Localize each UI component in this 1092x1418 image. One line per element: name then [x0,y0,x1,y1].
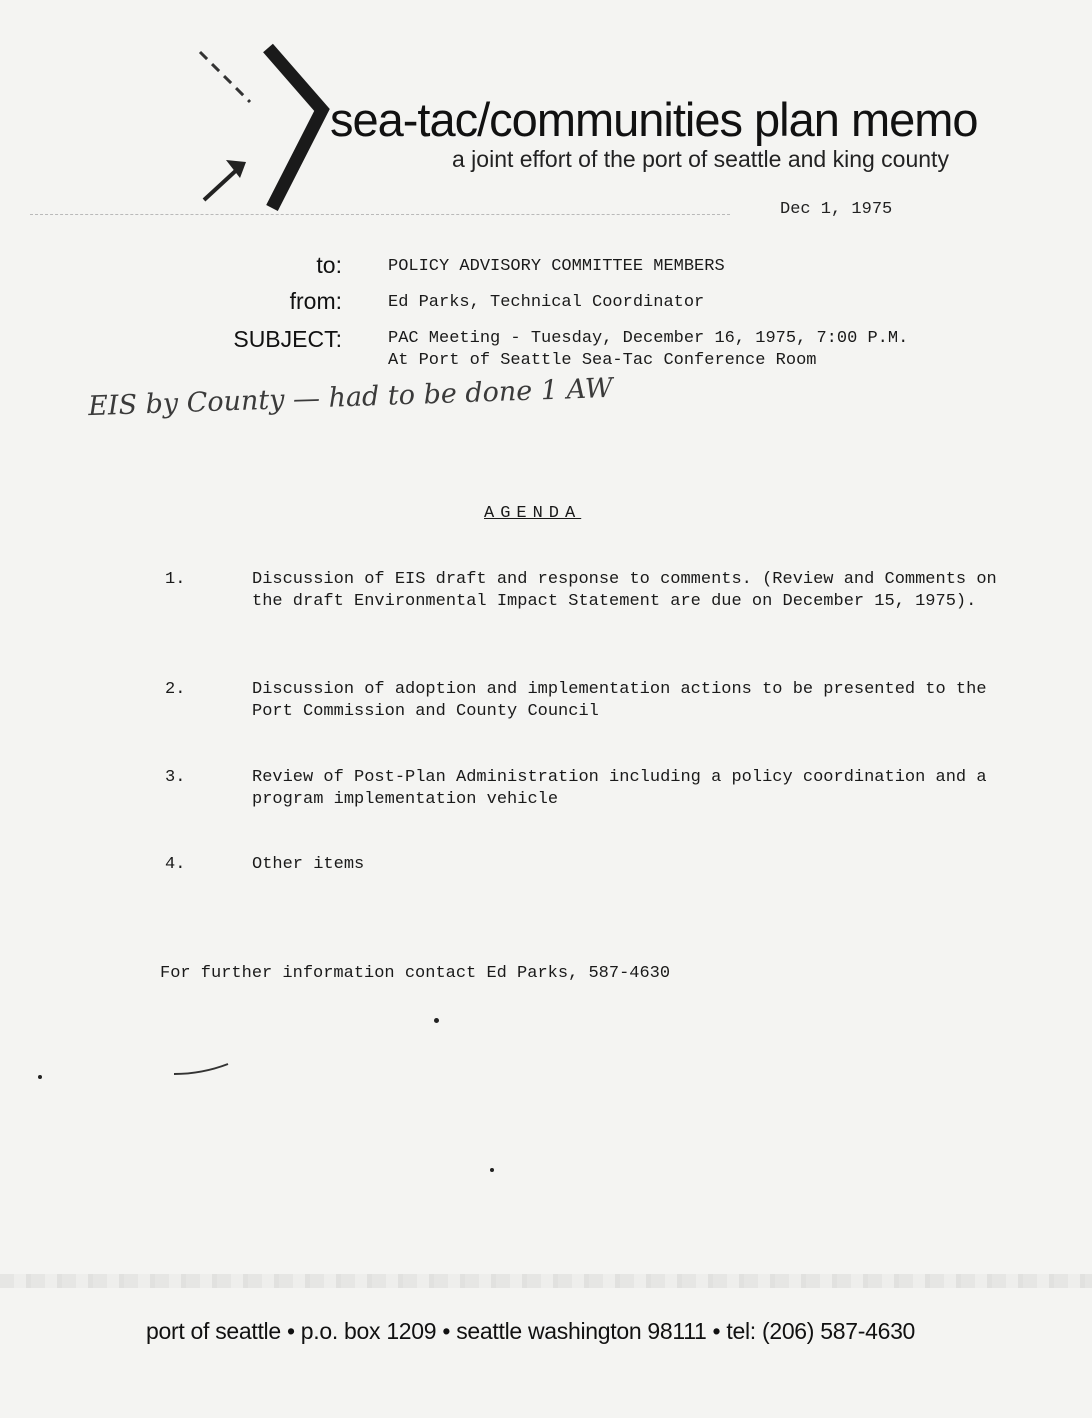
port-logo-bracket-icon [190,40,340,225]
agenda-item-number: 2. [165,680,186,699]
agenda-item-number: 3. [165,768,186,787]
agenda-item-text: Discussion of EIS draft and response to comments. (Review and Comments on the draft Environmental Impact Statement are due on December 15, 1975). [252,570,997,611]
scan-speck [434,1018,439,1023]
subject-line-1: PAC Meeting - Tuesday, December 16, 1975, 7:00 P.M. [388,329,909,348]
scan-speck [490,1168,494,1172]
subject-line-2: At Port of Seattle Sea-Tac Conference Room [388,351,817,370]
from-value: Ed Parks, Technical Coordinator [388,293,705,312]
footer-address: port of seattle • p.o. box 1209 • seattle washington 98111 • tel: (206) 587-4630 [146,1318,916,1344]
footer-divider [0,1274,1092,1288]
agenda-item-number: 1. [165,570,186,589]
letterhead-subtitle: a joint effort of the port of seattle and king county [452,146,949,172]
pen-mark [172,1060,232,1080]
to-label: to: [316,252,342,278]
agenda-item-number: 4. [165,855,186,874]
agenda-title: AGENDA [484,504,582,523]
subject-label: SUBJECT: [233,326,342,352]
contact-line: For further information contact Ed Parks, 587-4630 [160,964,671,983]
letterhead-title: sea-tac/communities plan memo [330,93,978,146]
letterhead-divider [30,214,730,215]
to-value: POLICY ADVISORY COMMITTEE MEMBERS [388,257,725,276]
scan-speck [38,1075,42,1079]
agenda-item-text: Review of Post-Plan Administration including a policy coordination and a program implementation vehicle [252,768,987,809]
from-label: from: [289,288,342,314]
memo-date: Dec 1, 1975 [780,200,893,219]
handwritten-note: EIS by County — had to be done 1 AW [87,372,614,423]
agenda-item-text: Discussion of adoption and implementation actions to be presented to the Port Commission and County Council [252,680,987,721]
agenda-item-text: Other items [252,855,365,874]
